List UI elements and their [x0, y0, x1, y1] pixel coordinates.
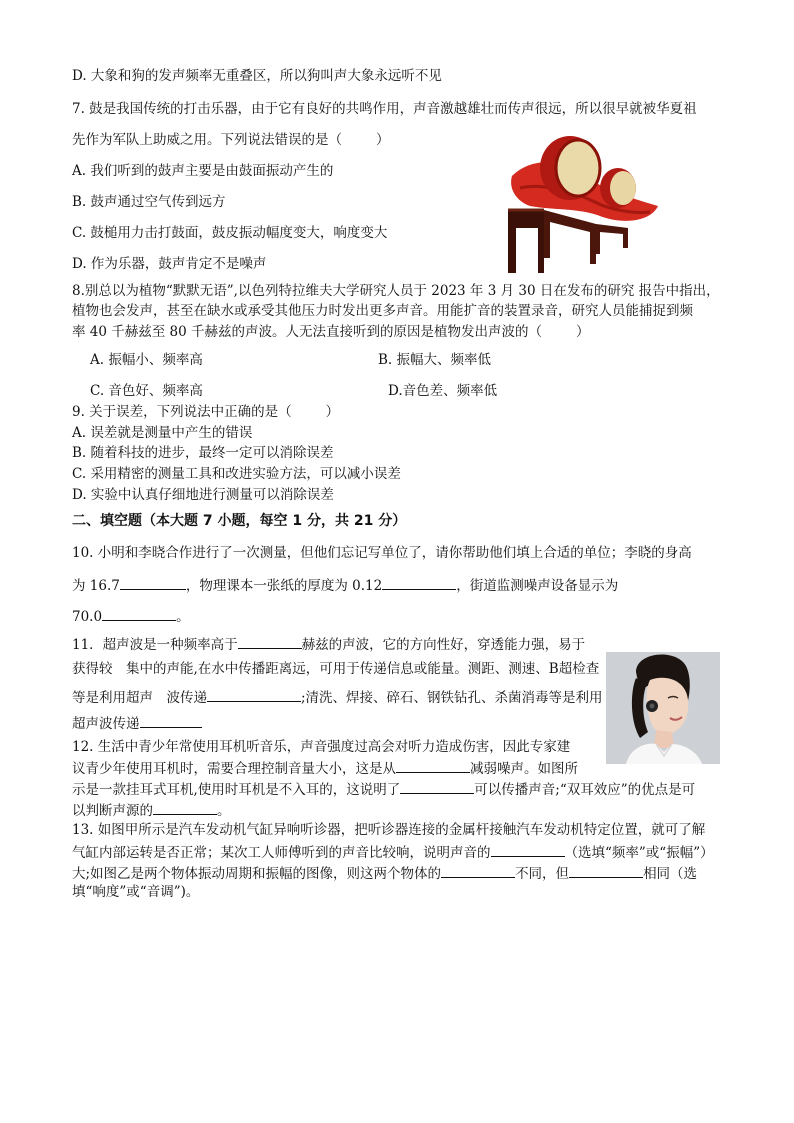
answer-blank[interactable] [207, 686, 301, 702]
q11-text-b: 赫兹的声波，它的方向性好，穿透能力强，易于 [301, 637, 586, 653]
q8-stem-close: ） [576, 324, 590, 340]
q8-line1: 8.别总以为植物“默默无语”,以色列特拉维夫大学研究人员于 2023 年 3 月 30 日在发布的研究 报告中指出， [72, 283, 720, 299]
q13-text-b: （选填“频率”或“振幅”） [564, 845, 714, 861]
q13-text-c: 大;如图乙是两个物体振动周期和振幅的图像，则这两个物体的 [72, 866, 442, 882]
q8-option-b: B. 振幅大、频率低 [378, 352, 492, 368]
q12-line2 [72, 757, 578, 779]
q13-line2 [72, 841, 714, 863]
q6-option-d: D. 大象和狗的发声频率无重叠区，所以狗叫声大象永远听不见 [72, 68, 442, 84]
q10-text-b: ，物理课本一张纸的厚度为 0.12 [185, 578, 383, 594]
q10-line1: 10. 小明和李晓合作进行了一次测量，但他们忘记写单位了，请你帮助他们填上合适的单位；李晓的身高 [72, 545, 692, 561]
q9-option-c: C. 采用精密的测量工具和改进实验方法，可以减小误差 [72, 466, 401, 482]
q10-line3 [72, 605, 190, 627]
answer-blank[interactable] [102, 605, 176, 621]
q12-line3 [72, 778, 695, 800]
q13-line4: 填“响度”或“音调”)。 [72, 884, 200, 900]
q7-stem-close: ） [376, 132, 390, 148]
q10-text-e: 。 [176, 609, 190, 625]
q8-option-a: A. 振幅小、频率高 [90, 352, 203, 368]
q8-stem-text: 率 40 千赫兹至 80 千赫兹的声波。人无法直接听到的原因是植物发出声波的（ [72, 324, 543, 340]
answer-blank[interactable] [153, 799, 217, 815]
answer-blank[interactable] [382, 574, 456, 590]
q11-line4 [72, 712, 202, 734]
q11-text-e: 超声波传递 [72, 716, 140, 732]
q12-text-e: 以判断声源的 [72, 803, 153, 819]
answer-blank[interactable] [120, 574, 186, 590]
q11-text-c: 等是利用超声 波传递 [72, 690, 207, 706]
q7-stem-line1: 7. 鼓是我国传统的打击乐器，由于它有良好的共鸣作用，声音激越雄壮而传声很远，所以很早就被华夏祖 [72, 101, 697, 117]
answer-blank[interactable] [140, 712, 202, 728]
q12-text-c: 示是一款挂耳式耳机,使用时耳机是不入耳的，这说明了 [72, 782, 401, 798]
q9-stem [72, 402, 339, 422]
answer-blank[interactable] [569, 862, 643, 878]
q13-text-a: 气缸内部运转是否正常；某次工人师傅听到的声音比较响，说明声音的 [72, 845, 491, 861]
q11-line1 [72, 633, 585, 655]
q10-text-c: ，街道监测噪声设备显示为 [456, 578, 619, 594]
q7-stem-text: 先作为军队上助威之用。下列说法错误的是（ [72, 132, 342, 148]
q11-line2: 获得较 集中的声能,在水中传播距离远，可用于传递信息或能量。测距、测速、B超检查 [72, 661, 600, 677]
q8-line2: 植物也会发声，甚至在缺水或承受其他压力时发出更多声音。用能扩音的装置录音，研究人员能捕捉到频 [72, 303, 693, 319]
q7-option-c: C. 鼓槌用力击打鼓面，鼓皮振动幅度变大，响度变大 [72, 225, 388, 241]
q7-option-a: A. 我们听到的鼓声主要是由鼓面振动产生的 [72, 163, 334, 179]
section-heading-fill-in: 二、填空题（本大题 7 小题，每空 1 分，共 21 分） [72, 513, 407, 529]
answer-blank[interactable] [400, 778, 474, 794]
drum-illustration [500, 128, 660, 273]
q10-text-a: 为 16.7 [72, 578, 120, 594]
q7-stem-line2 [72, 130, 390, 150]
q13-line3 [72, 862, 697, 884]
q11-text-d: ;清洗、焊接、碎石、钢铁钻孔、杀菌消毒等是利用 [301, 690, 603, 706]
q13-line1: 13. 如图甲所示是汽车发动机气缸异响听诊器，把听诊器连接的金属杆接触汽车发动机特定位置，就可了解 [72, 822, 706, 838]
q8-line3 [72, 322, 590, 342]
q12-text-d: 可以传播声音;“双耳效应”的优点是可 [474, 782, 696, 798]
q9-stem-close: ） [325, 404, 340, 420]
q12-line4 [72, 799, 231, 821]
q12-text-a: 议青少年使用耳机时，需要合理控制音量大小，这是从 [72, 761, 396, 777]
q7-option-b: B. 鼓声通过空气传到远方 [72, 194, 226, 210]
q11-text-a: 11．超声波是一种频率高于 [72, 637, 238, 653]
q11-line3 [72, 686, 603, 708]
q7-option-d: D. 作为乐器，鼓声肯定不是噪声 [72, 256, 267, 272]
q9-option-b: B. 随着科技的进步，最终一定可以消除误差 [72, 445, 334, 461]
woman-earphone-figure [606, 652, 720, 764]
answer-blank[interactable] [441, 862, 515, 878]
q8-option-c: C. 音色好、频率高 [90, 383, 203, 399]
q10-line2 [72, 574, 618, 596]
q9-stem-text: 9. 关于误差，下列说法中正确的是（ [72, 404, 292, 420]
answer-blank[interactable] [238, 633, 302, 649]
q13-text-d: 不同，但 [515, 866, 570, 882]
q8-option-d: D.音色差、频率低 [388, 383, 498, 399]
q12-line1: 12. 生活中青少年常使用耳机听音乐，声音强度过高会对听力造成伤害，因此专家建 [72, 739, 571, 755]
q12-text-f: 。 [217, 803, 231, 819]
q10-text-d: 70.0 [72, 609, 103, 625]
answer-blank[interactable] [396, 757, 470, 773]
q9-option-a: A. 误差就是测量中产生的错误 [72, 425, 253, 441]
answer-blank[interactable] [491, 841, 565, 857]
q12-text-b: 减弱噪声。如图所 [470, 761, 578, 777]
q9-option-d: D. 实验中认真仔细地进行测量可以消除误差 [72, 487, 334, 503]
woman-earphone-photo [606, 652, 720, 764]
q13-text-e: 相同（选 [643, 866, 698, 882]
